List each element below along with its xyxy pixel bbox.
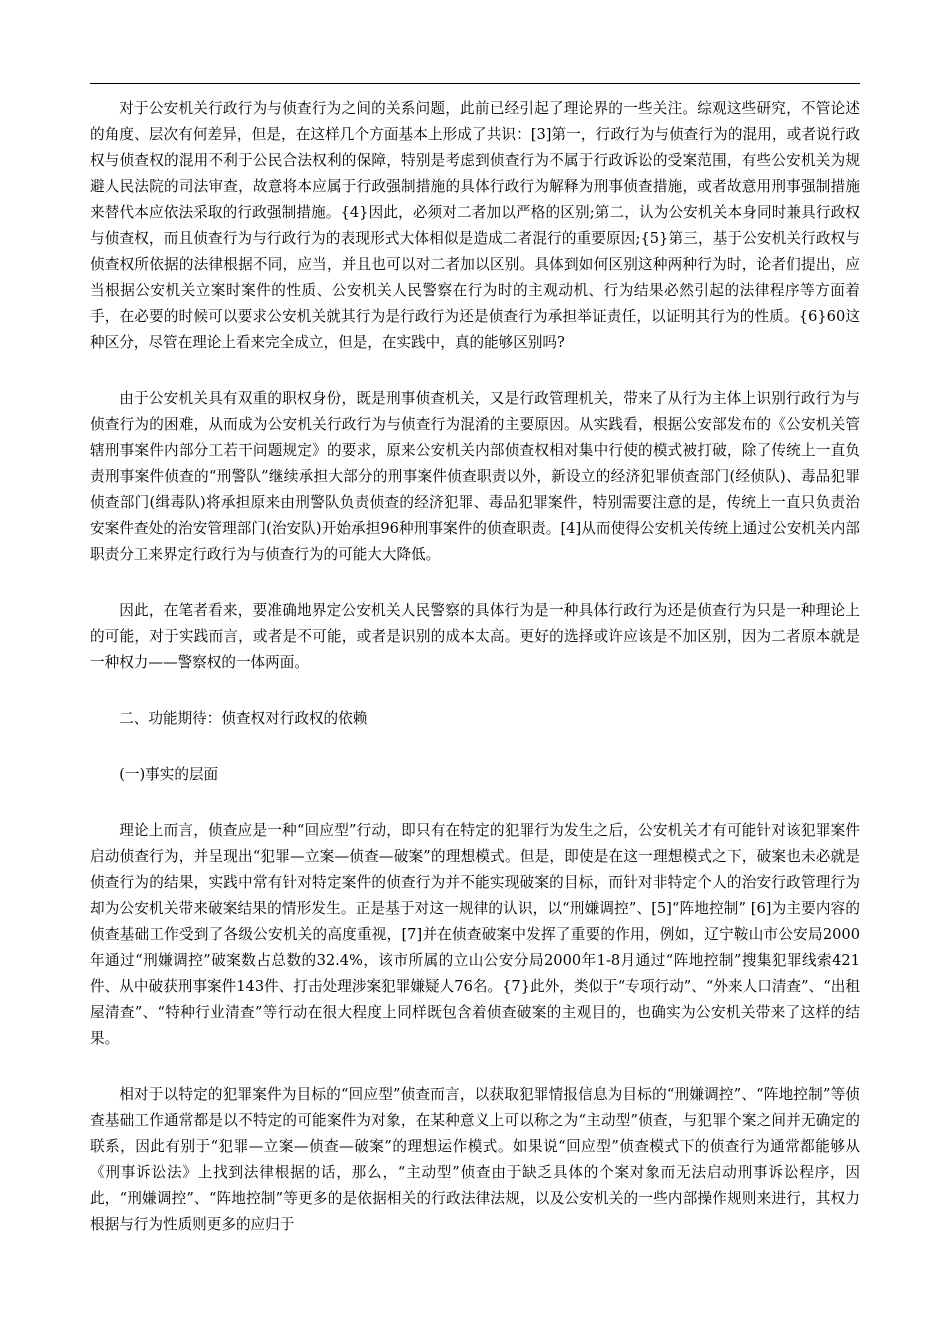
paragraph-dual-identity: 由于公安机关具有双重的职权身份，既是刑事侦查机关，又是行政管理机关，带来了从行为主体上识别行政行为与侦查行为的困难，从而成为公安机关行政行为与侦查行为混淆的主要原因。从实践看，根据公安部发布的《公安机关管辖刑事案件内部分工若干问题规定》的要求，原来公安机关内部侦查权相对集中行使的模式被打破，除了传统上一直负责刑事案件侦查的“刑警队”继续承担大部分的刑事案件侦查职责以外，新设立的经济犯罪侦查部门(经侦队)、毒品犯罪侦查部门(缉毒队)将承担原来由刑警队负责侦查的经济犯罪、毒品犯罪案件，特别需要注意的是，传统上一直只负责治安案件查处的治安管理部门(治安队)开始承担96种刑事案件的侦查职责。[4]从而使得公安机关传统上通过公安机关内部职责分工来界定行政行为与侦查行为的可能大大降低。 — [90, 390, 860, 563]
header-rule — [90, 83, 860, 84]
paragraph-reactive-investigation: 理论上而言，侦查应是一种“回应型”行动，即只有在特定的犯罪行为发生之后，公安机关才有可能针对该犯罪案件启动侦查行为，并呈现出“犯罪—立案—侦查—破案”的理想模式。但是，即使是在这一理想模式之下，破案也未必就是侦查行为的结果，实践中常有针对特定案件的侦查行为并不能实现破案的目标，而针对非特定个人的治安行政管理行为却为公安机关带来破案结果的情形发生。正是基于对这一规律的认识，以“刑嫌调控”、[5]“阵地控制” [6]为主要内容的侦查基础工作受到了各级公安机关的高度重视，[7]并在侦查破案中发挥了重要的作用，例如，辽宁鞍山市公安局2000年通过“刑嫌调控”破案数占总数的32.4%，该市所属的立山公安分局2000年1-8月通过“阵地控制”搜集犯罪线索421件、从中破获刑事案件143件、打击处理涉案犯罪嫌疑人76名。{7}此外，类似于“专项行动”、“外来人口清查”、“出租屋清查”、“特种行业清查”等行动在很大程度上同样既包含着侦查破案的主观目的，也确实为公安机关带来了这样的结果。 — [90, 822, 860, 1047]
section-heading: 二、功能期待：侦查权对行政权的依赖 — [119, 710, 368, 727]
document-body — [90, 96, 860, 1268]
subsection-heading: (一)事实的层面 — [119, 766, 219, 783]
paragraph-conclusion: 因此，在笔者看来，要准确地界定公安机关人民警察的具体行为是一种具体行政行为还是侦查行为只是一种理论上的可能，对于实践而言，或者是不可能，或者是识别的成本太高。更好的选择或许应该是不加区别，因为二者原本就是一种权力——警察权的一体两面。 — [90, 602, 860, 671]
paragraph-proactive-investigation: 相对于以特定的犯罪案件为目标的“回应型”侦查而言，以获取犯罪情报信息为目标的“刑嫌调控”、“阵地控制”等侦查基础工作通常都是以不特定的可能案件为对象，在某种意义上可以称之为“主动型”侦查，与犯罪个案之间并无确定的联系，因此有别于“犯罪—立案—侦查—破案”的理想运作模式。如果说“回应型”侦查模式下的侦查行为通常都能够从《刑事诉讼法》上找到法律根据的话，那么，“主动型”侦查由于缺乏具体的个案对象而无法启动刑事诉讼程序，因此，“刑嫌调控”、“阵地控制”等更多的是依据相关的行政法律法规，以及公安机关的一些内部操作规则来进行，其权力根据与行为性质则更多的应归于 — [90, 1086, 860, 1233]
paragraph-relationship-issue: 对于公安机关行政行为与侦查行为之间的关系问题，此前已经引起了理论界的一些关注。综观这些研究，不管论述的角度、层次有何差异，但是，在这样几个方面基本上形成了共识：[3]第一，行政行为与侦查行为的混用，或者说行政权与侦查权的混用不利于公民合法权利的保障，特别是考虑到侦查行为不属于行政诉讼的受案范围，有些公安机关为规避人民法院的司法审查，故意将本应属于行政强制措施的具体行政行为解释为刑事侦查措施，或者故意用刑事强制措施来替代本应依法采取的行政强制措施。{4}因此，必须对二者加以严格的区别;第二，认为公安机关本身同时兼具行政权与侦查权，而且侦查行为与行政行为的表现形式大体相似是造成二者混行的重要原因;{5}第三，基于公安机关行政权与侦查权所依据的法律根据不同，应当，并且也可以对二者加以区别。具体到如何区别这种两种行为时，论者们提出，应当根据公安机关立案时案件的性质、公安机关人民警察在行为时的主观动机、行为结果必然引起的法律程序等方面着手，在必要的时候可以要求公安机关就其行为是行政行为还是侦查行为承担举证责任，以证明其行为的性质。{6}60这种区分，尽管在理论上看来完全成立，但是，在实践中，真的能够区别吗? — [90, 100, 860, 351]
